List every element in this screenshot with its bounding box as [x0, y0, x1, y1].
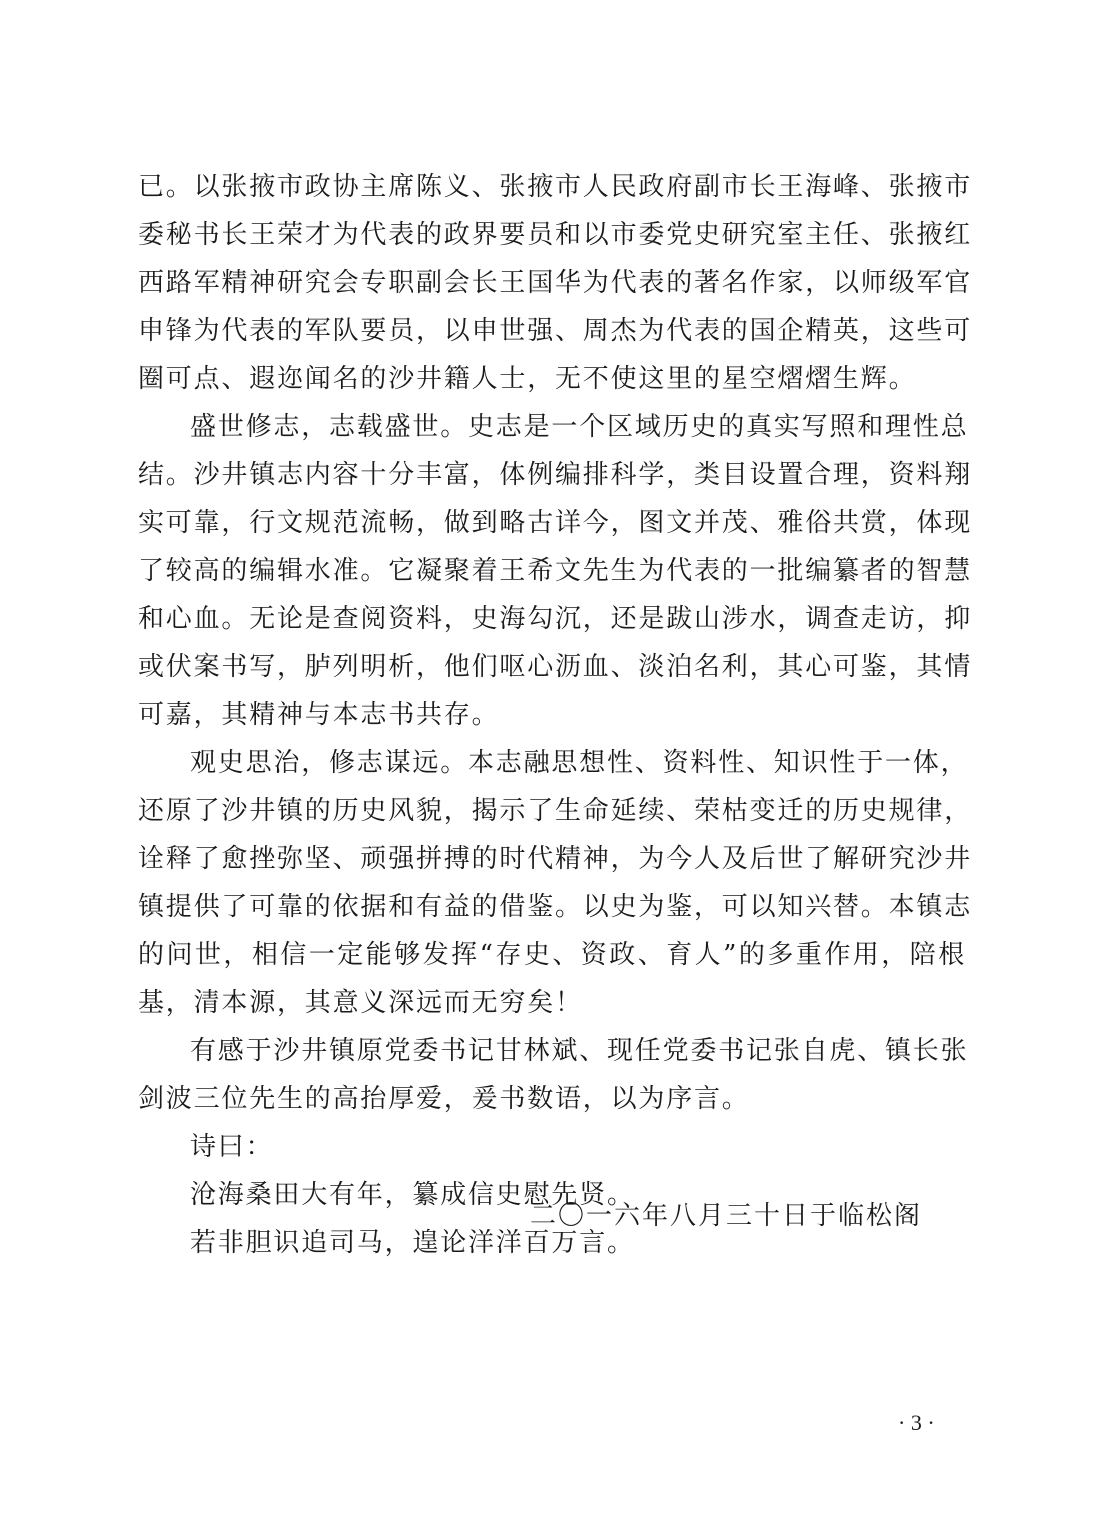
paragraph-4-line-1: 有感于沙井镇原党委书记甘林斌、现任党委书记张自虎、镇长张 [190, 1036, 969, 1066]
paragraph-1-line-5: 圈可点、遐迩闻名的沙井籍人士，无不使这里的星空熠熠生辉。 [138, 364, 917, 394]
poem-line-2: 若非胆识追司马，遑论洋洋百万言。 [190, 1228, 635, 1258]
paragraph-2-line-4: 了较高的编辑水准。它凝聚着王希文先生为代表的一批编纂者的智慧 [138, 556, 973, 586]
paragraph-1-line-2: 委秘书长王荣才为代表的政界要员和以市委党史研究室主任、张掖红 [138, 220, 973, 250]
paragraph-1-line-1: 已。以张掖市政协主席陈义、张掖市人民政府副市长王海峰、张掖市 [138, 172, 973, 202]
paragraph-1-line-4: 申锋为代表的军队要员，以申世强、周杰为代表的国企精英，这些可 [138, 316, 973, 346]
signature-date-place: 二〇一六年八月三十日于临松阁 [530, 1201, 923, 1231]
paragraph-1-line-3: 西路军精神研究会专职副会长王国华为代表的著名作家，以师级军官 [138, 268, 973, 298]
paragraph-2-line-3: 实可靠，行文规范流畅，做到略古详今，图文并茂、雅俗共赏，体现 [138, 508, 973, 538]
paragraph-3-line-2: 还原了沙井镇的历史风貌，揭示了生命延续、荣枯变迁的历史规律， [138, 796, 973, 826]
paragraph-3-line-5: 的问世，相信一定能够发挥“存史、资政、育人”的多重作用，陪根 [138, 940, 966, 970]
paragraph-2-line-1: 盛世修志，志载盛世。史志是一个区域历史的真实写照和理性总 [190, 412, 969, 442]
poem-intro: 诗曰： [190, 1132, 274, 1162]
paragraph-4-line-2: 剑波三位先生的高抬厚爱，爰书数语，以为序言。 [138, 1084, 750, 1114]
poem-line-1: 沧海桑田大有年，纂成信史慰先贤。 [190, 1180, 635, 1210]
paragraph-3-line-4: 镇提供了可靠的依据和有益的借鉴。以史为鉴，可以知兴替。本镇志 [138, 892, 973, 922]
paragraph-2-line-7: 可嘉，其精神与本志书共存。 [138, 700, 500, 730]
paragraph-2-line-5: 和心血。无论是查阅资料，史海勾沉，还是跋山涉水，调查走访，抑 [138, 604, 973, 634]
page-number: · 3 · [898, 1410, 935, 1435]
paragraph-3-line-1: 观史思治，修志谋远。本志融思想性、资料性、知识性于一体， [190, 748, 969, 778]
paragraph-3-line-6: 基，清本源，其意义深远而无穷矣！ [138, 988, 583, 1018]
paragraph-2-line-2: 结。沙井镇志内容十分丰富，体例编排科学，类目设置合理，资料翔 [138, 460, 973, 490]
preface-body [138, 163, 973, 1267]
paragraph-2-line-6: 或伏案书写，胪列明析，他们呕心沥血、淡泊名利，其心可鉴，其情 [138, 652, 973, 682]
paragraph-3-line-3: 诠释了愈挫弥坚、顽强拼搏的时代精神，为今人及后世了解研究沙井 [138, 844, 973, 874]
